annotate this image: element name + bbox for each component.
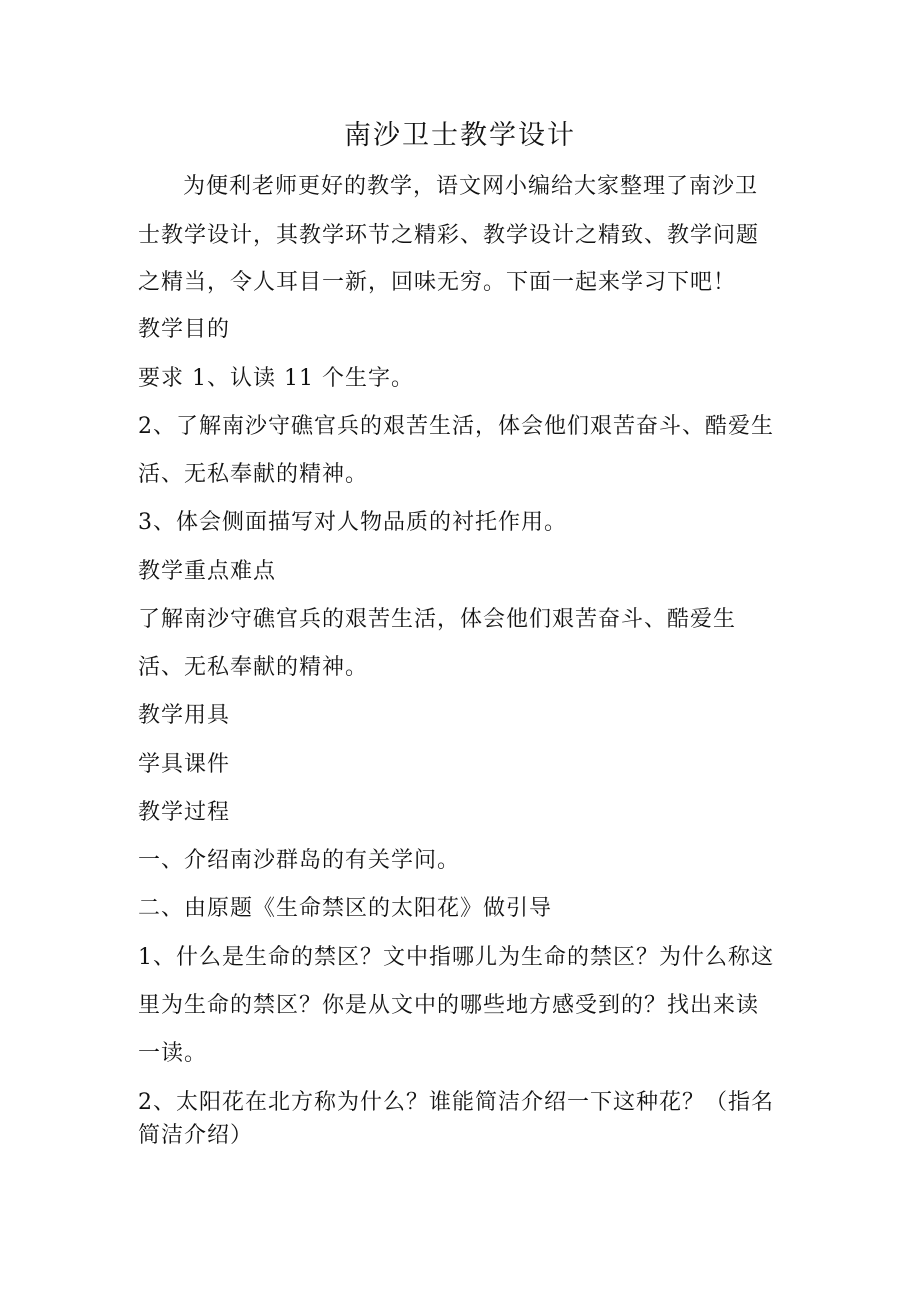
- intro-line-3: 之精当，令人耳目一新，回味无穷。下面一起来学习下吧！: [138, 270, 737, 295]
- objective-2-line-2: 活、无私奉献的精神。: [138, 462, 369, 487]
- question-2-line-2: 简洁介绍）: [138, 1123, 254, 1148]
- intro-line-2: 士教学设计，其教学环节之精彩、教学设计之精致、教学问题: [138, 223, 760, 248]
- step-2: 二、由原题《生命禁区的太阳花》做引导: [138, 896, 553, 921]
- key-points-heading: 教学重点难点: [138, 559, 277, 584]
- key-points-line-2: 活、无私奉献的精神。: [138, 655, 369, 680]
- objective-3: 3、体会侧面描写对人物品质的衬托作用。: [138, 510, 567, 535]
- page-title: 南沙卫士教学设计: [344, 120, 576, 151]
- objective-2-line-1: 2、了解南沙守礁官兵的艰苦生活，体会他们艰苦奋斗、酷爱生: [138, 414, 774, 439]
- process-heading: 教学过程: [138, 800, 231, 825]
- key-points-line-1: 了解南沙守礁官兵的艰苦生活，体会他们艰苦奋斗、酷爱生: [138, 607, 737, 632]
- objectives-heading: 教学目的: [138, 317, 231, 342]
- question-1-line-1: 1、什么是生命的禁区？文中指哪儿为生命的禁区？为什么称这: [138, 945, 774, 970]
- step-1: 一、介绍南沙群岛的有关学问。: [138, 848, 461, 873]
- tools-heading: 教学用具: [138, 703, 231, 728]
- question-1-line-2: 里为生命的禁区？你是从文中的哪些地方感受到的？找出来读: [138, 993, 760, 1018]
- question-2-line-1: 2、太阳花在北方称为什么？谁能简洁介绍一下这种花？（指名: [138, 1090, 774, 1115]
- intro-line-1: 为便利老师更好的教学，语文网小编给大家整理了南沙卫: [183, 174, 759, 199]
- objective-1: 要求 1、认读 11 个生字。: [138, 366, 414, 391]
- tools-text: 学具课件: [138, 752, 231, 777]
- question-1-line-3: 一读。: [138, 1041, 208, 1066]
